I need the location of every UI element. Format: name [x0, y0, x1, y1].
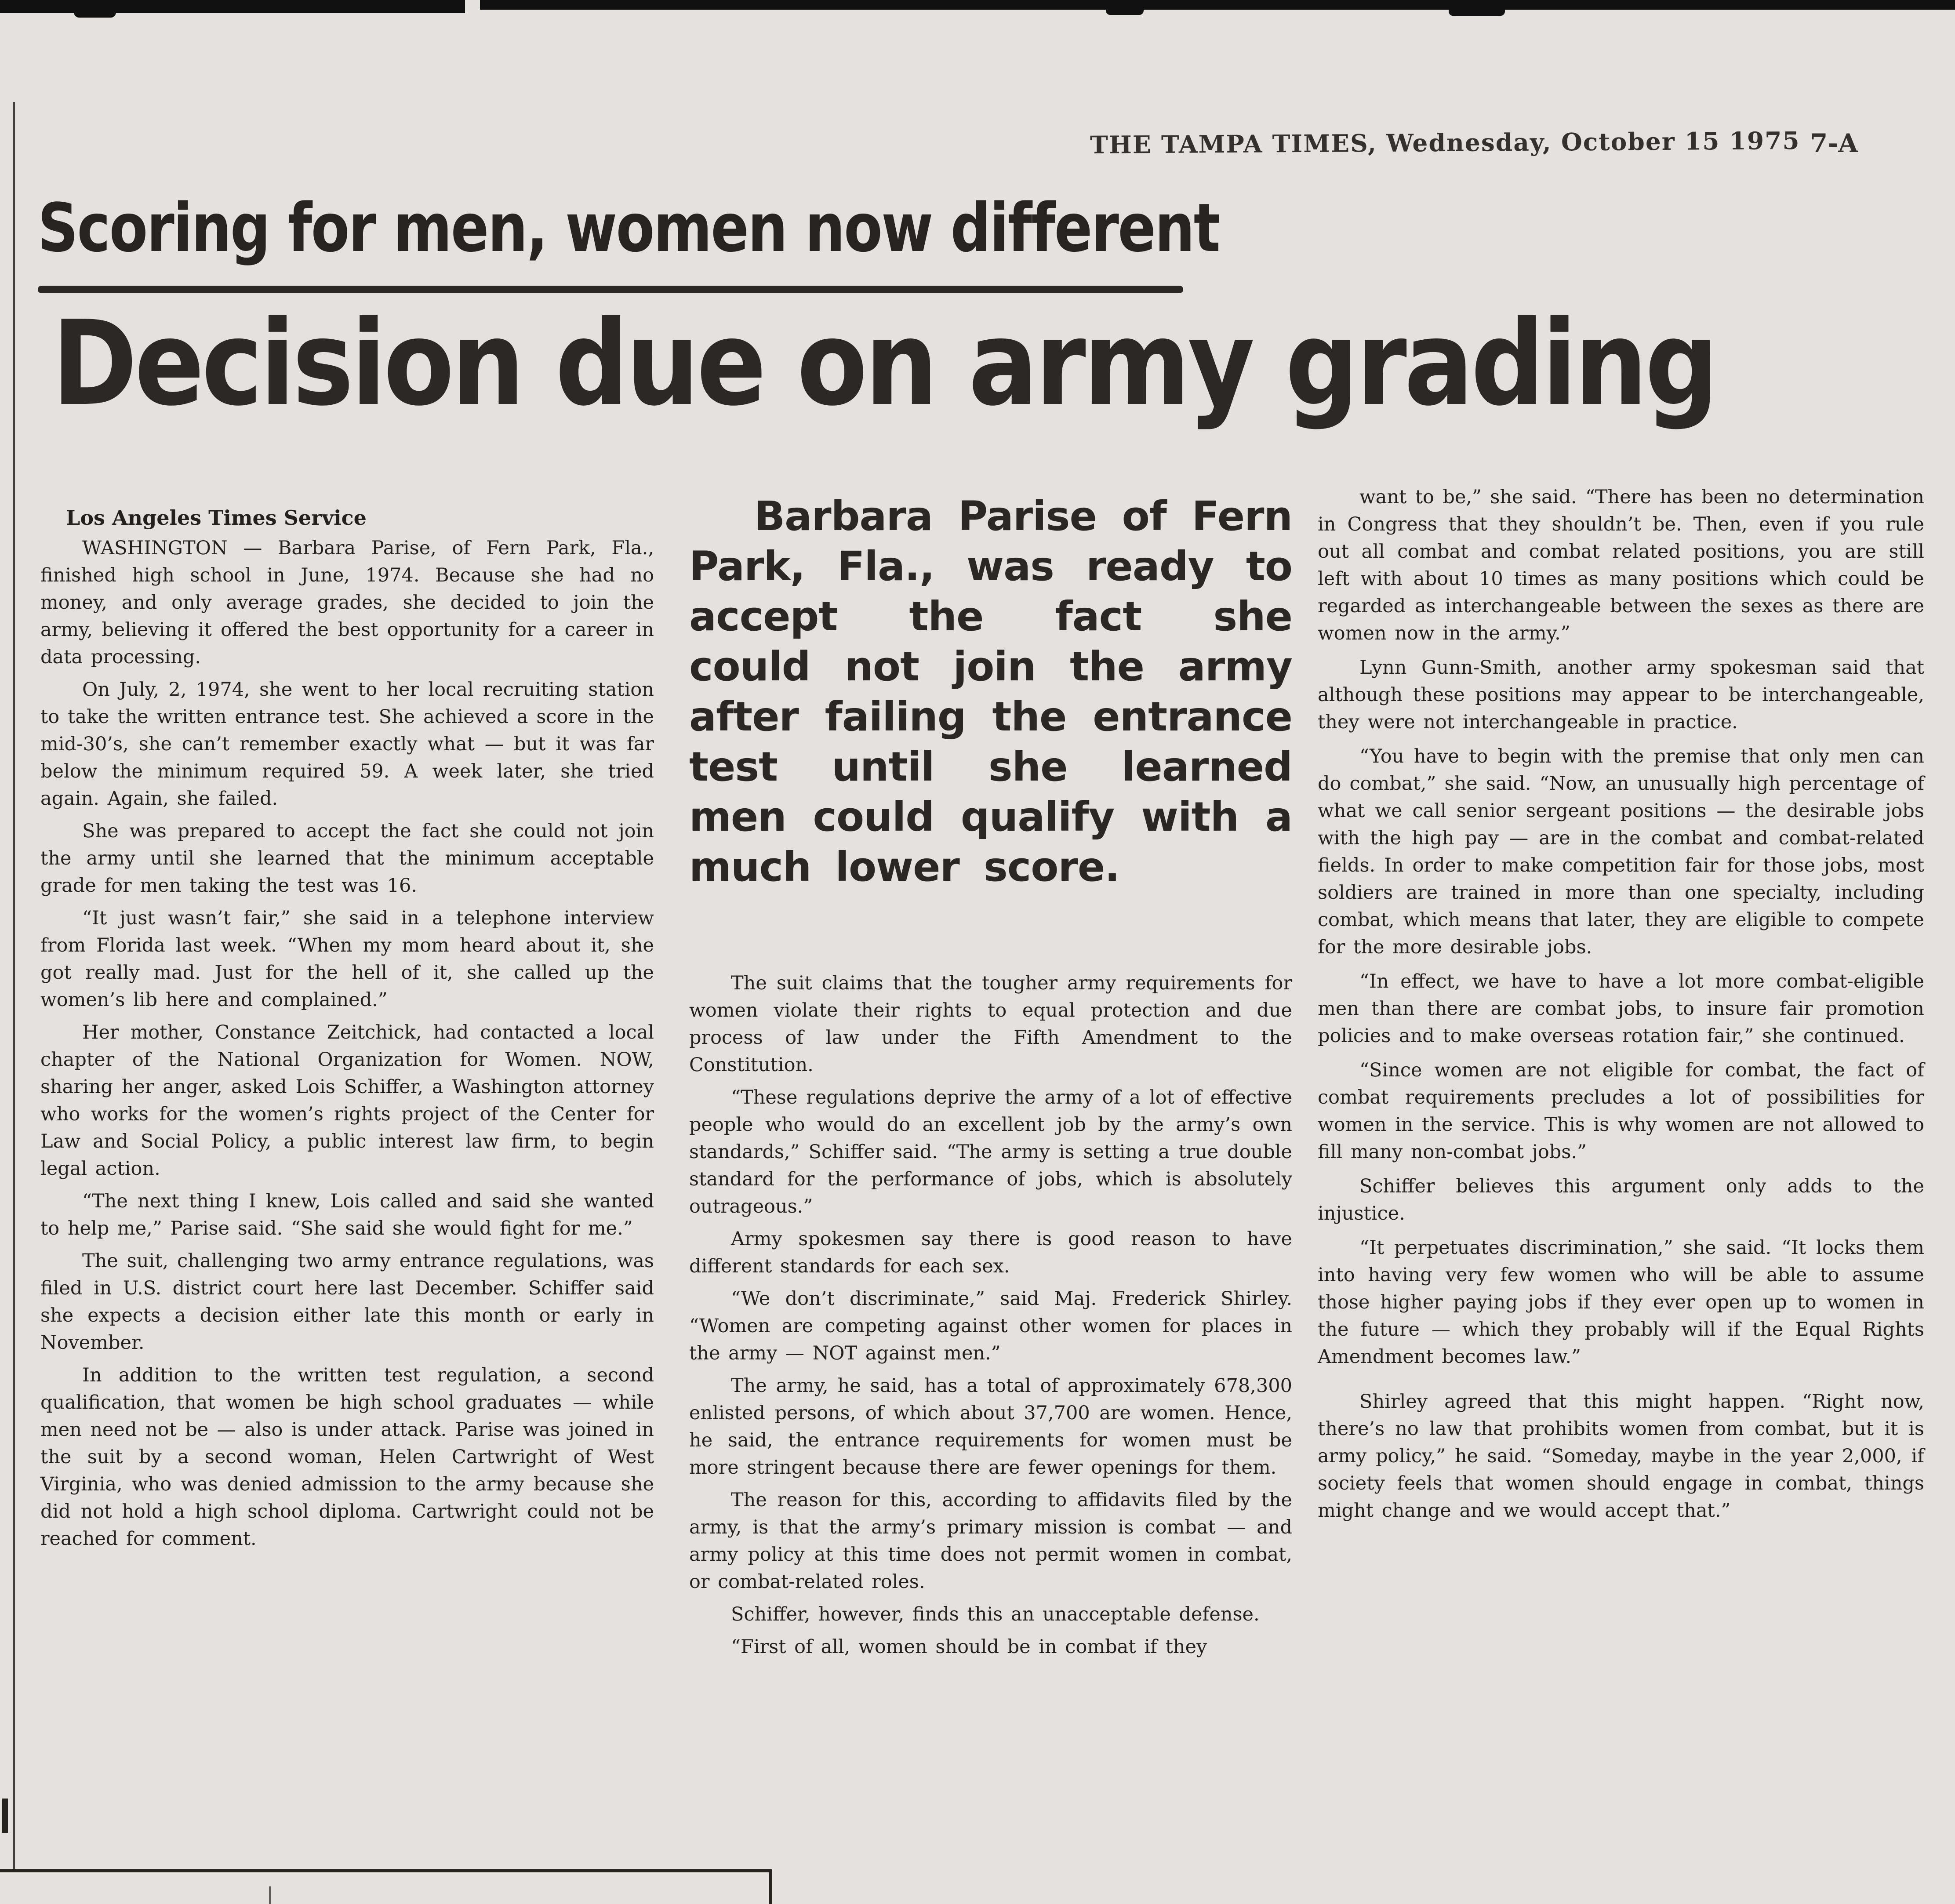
- paragraph: Schiffer believes this argument only adds to the injustice.: [1318, 1175, 1924, 1225]
- pull-quote: Barbara Parise of Fern Park, Fla., was ready to accept the fact she could not join the army after failing the entrance test until she learned men could qualify with a much lower score.: [689, 493, 1292, 890]
- page-number: 7-A: [1810, 128, 1858, 158]
- column-1-body: [40, 534, 654, 1552]
- paragraph: “The next thing I knew, Lois called and said she wanted to help me,” Parise said. “She said she would fight for me.”: [40, 1190, 654, 1239]
- paragraph: WASHINGTON — Barbara Parise, of Fern Park, Fla., finished high school in June, 1974. Because she had no money, and only average grades, she decided to join the army, believing it offered the best opportunity for a career in data processing.: [40, 537, 654, 668]
- paragraph: want to be,” she said. “There has been no determination in Congress that they shouldn’t be. Then, even if you rule out all combat and combat related positions, you are still left with about 10 times as many positions which could be regarded as interchangeable between the sexes as there are women now in the army.”: [1318, 486, 1924, 644]
- kicker-underline-rule: [38, 286, 1183, 293]
- paragraph: “It perpetuates discrimination,” she said. “It locks them into having very few women who will be able to assume those higher paying jobs if they ever open up to women in the future — which they probably will if the Equal Rights Amendment becomes law.”: [1318, 1237, 1924, 1368]
- paragraph: Her mother, Constance Zeitchick, had contacted a local chapter of the National Organization for Women. NOW, sharing her anger, asked Lois Schiffer, a Washington attorney who works for the women’s rights project of the Center for Law and Social Policy, a public interest law firm, to begin legal action.: [40, 1021, 654, 1180]
- paragraph: “In effect, we have to have a lot more combat-eligible men than there are combat jobs, to insure fair promotion policies and to make overseas rotation fair,” she continued.: [1318, 970, 1924, 1047]
- paragraph: “You have to begin with the premise that only men can do combat,” she said. “Now, an unusually high percentage of what we call senior sergeant positions — the desirable jobs with the high pay — are in the combat and combat-related fields. In order to make competition fair for those jobs, most soldiers are trained in more than one specialty, including combat, which means that later, they are eligible to compete for the more desirable jobs.: [1318, 745, 1924, 958]
- scan-blob-2: [1106, 0, 1144, 15]
- column-3-body: [1318, 483, 1924, 1524]
- left-margin-tick: [2, 1799, 8, 1833]
- paragraph: “These regulations deprive the army of a lot of effective people who would do an excellent job by the army’s own standards,” Schiffer said. “The army is setting a true double standard for the performance of jobs, which is absolutely outrageous.”: [689, 1086, 1292, 1217]
- scan-blob-3: [1449, 0, 1505, 16]
- bottom-box-right-rule: [769, 1869, 772, 1904]
- paragraph: Lynn Gunn-Smith, another army spokesman said that although these positions may appear to be interchangeable, they were not interchangeable in practice.: [1318, 657, 1924, 733]
- paragraph: Schiffer, however, finds this an unacceptable defense.: [731, 1603, 1260, 1625]
- paragraph: The suit claims that the tougher army requirements for women violate their rights to equal protection and due process of law under the Fifth Amendment to the Constitution.: [689, 972, 1292, 1076]
- paragraph: She was prepared to accept the fact she could not join the army until she learned that the minimum acceptable grade for men taking the test was 16.: [40, 820, 654, 897]
- paragraph: The suit, challenging two army entrance regulations, was filed in U.S. district court here last December. Schiffer said she expects a decision either late this month or early in November.: [40, 1250, 654, 1354]
- paragraph: On July, 2, 1974, she went to her local recruiting station to take the written entrance test. She achieved a score in the mid-30’s, she can’t remember exactly what — but it was far below the minimum required 59. A week later, she tried again. Again, she failed.: [40, 679, 654, 810]
- kicker-headline: Scoring for men, women now different: [38, 189, 1220, 267]
- paragraph: The reason for this, according to affidavits filed by the army, is that the army’s primary mission is combat — and army policy at this time does not permit women in combat, or combat-related roles.: [689, 1489, 1292, 1593]
- column-1: [40, 505, 654, 1558]
- column-2: [689, 491, 1292, 1666]
- column-2-body: [689, 970, 1292, 1661]
- scan-blob-1: [74, 0, 116, 18]
- scan-edge-top-left: [0, 0, 465, 13]
- masthead: THE TAMPA TIMES, Wednesday, October 15 1975: [1090, 126, 1800, 159]
- left-margin-rule: [13, 102, 15, 1869]
- scan-edge-top-right: [480, 0, 1955, 10]
- paragraph: “It just wasn’t fair,” she said in a telephone interview from Florida last week. “When my mom heard about it, she got really mad. Just for the hell of it, she called up the women’s lib here and complained.”: [40, 907, 654, 1011]
- paragraph: Shirley agreed that this might happen. “Right now, there’s no law that prohibits women from combat, but it is army policy,” he said. “Someday, maybe in the year 2,000, if society feels that women should engage in combat, things might change and we would accept that.”: [1318, 1391, 1924, 1522]
- bottom-box-top-rule: [0, 1869, 772, 1872]
- paragraph: “First of all, women should be in combat if they: [731, 1636, 1207, 1658]
- bottom-box-inner-tick: [269, 1886, 271, 1904]
- paragraph: In addition to the written test regulation, a second qualification, that women be high school graduates — while men need not be — also is under attack. Parise was joined in the suit by a second woman, Helen Cartwright of West Virginia, who was denied admission to the army because she did not hold a high school diploma. Cartwright could not be reached for comment.: [40, 1364, 654, 1550]
- main-headline: Decision due on army grading: [52, 295, 1716, 432]
- paragraph: The army, he said, has a total of approximately 678,300 enlisted persons, of which about 37,700 are women. Hence, he said, the entrance requirements for women must be more stringent because there are fewer openings for them.: [689, 1375, 1292, 1479]
- column-3: [1318, 483, 1924, 1531]
- paragraph: “Since women are not eligible for combat, the fact of combat requirements precludes a lot of possibilities for women in the service. This is why women are not allowed to fill many non-combat jobs.”: [1318, 1059, 1924, 1163]
- byline: Los Angeles Times Service: [66, 506, 367, 530]
- paragraph: Army spokesmen say there is good reason to have different standards for each sex.: [689, 1228, 1292, 1277]
- paragraph: “We don’t discriminate,” said Maj. Frederick Shirley. “Women are competing against other women for places in the army — NOT against men.”: [689, 1288, 1292, 1364]
